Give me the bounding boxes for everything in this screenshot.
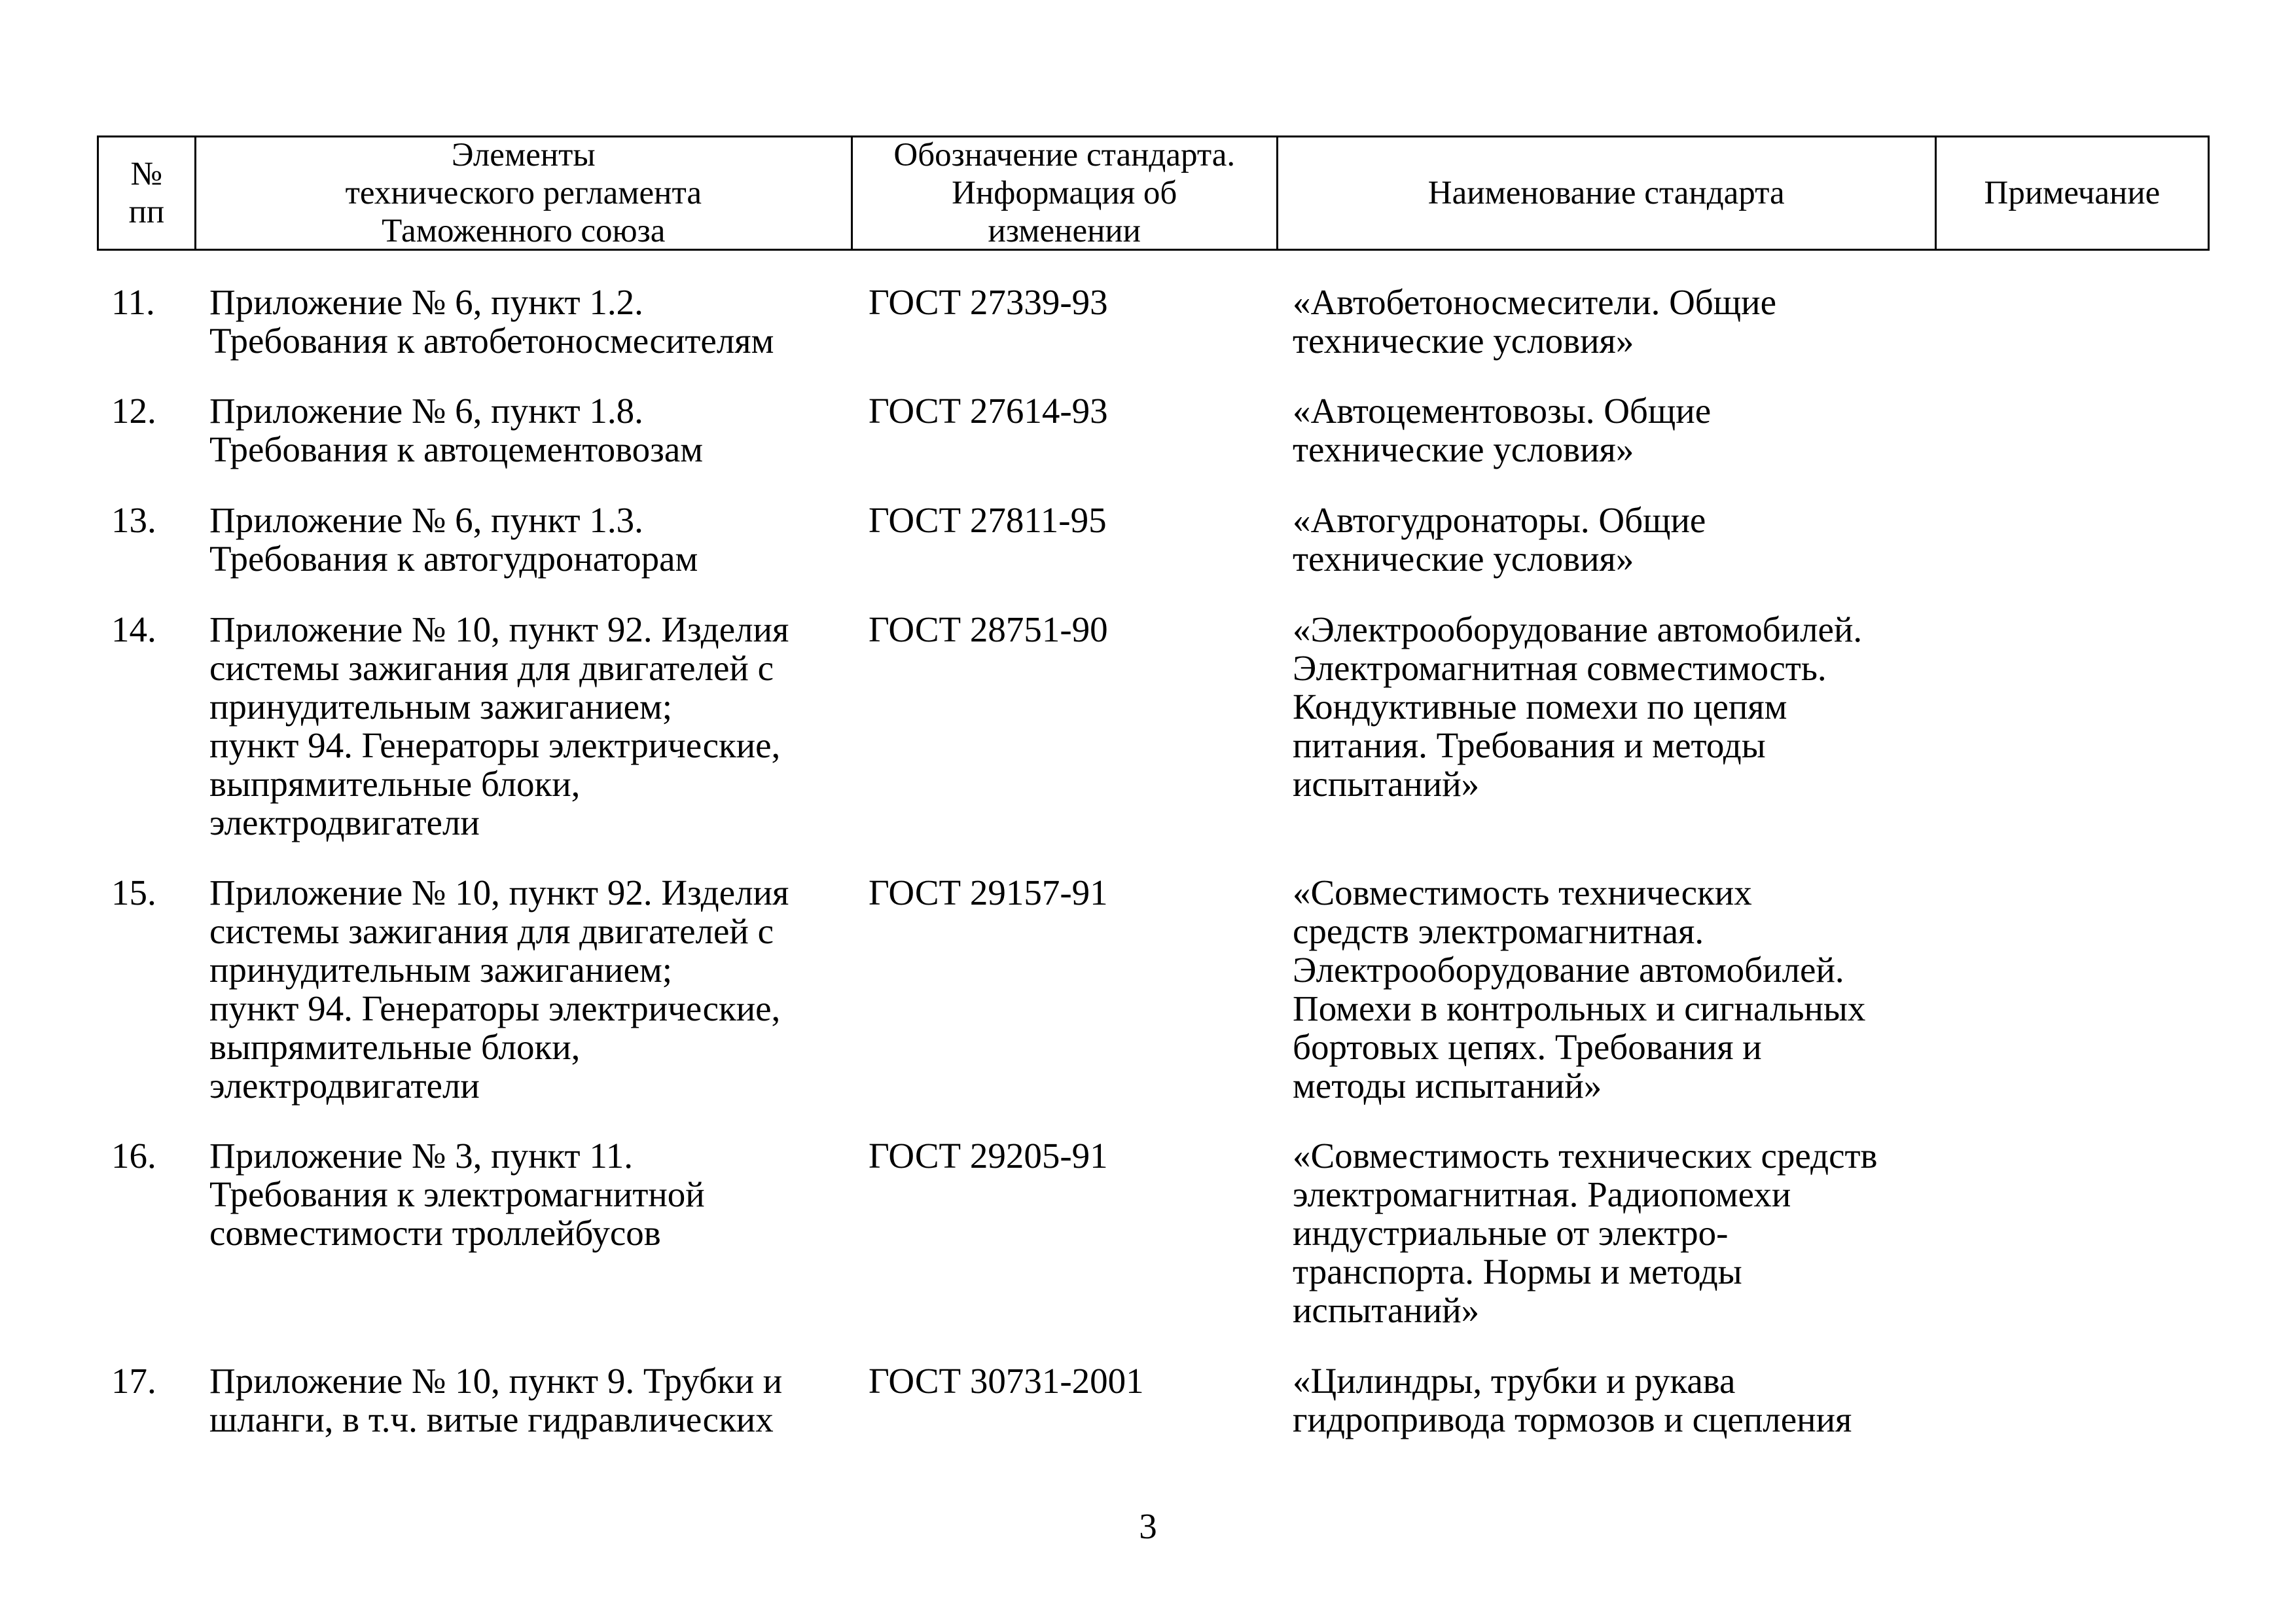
row-number: 14. [111, 609, 156, 649]
row-standard-name: «Электрооборудование автомобилей. Электромагнитная совместимость. Кондуктивные помехи по цепям питания. Требования и методы испытаний» [1293, 609, 1863, 804]
row-standard-name: «Автоцементовозы. Общие технические условия» [1293, 391, 1712, 469]
row-elements: Приложение № 6, пункт 1.8. Требования к автоцементовозам [209, 391, 704, 469]
row-designation: ГОСТ 27339-93 [869, 282, 1108, 322]
row-designation: ГОСТ 30731-2001 [869, 1361, 1144, 1401]
row-number: 16. [111, 1136, 156, 1176]
row-designation: ГОСТ 27811-95 [869, 500, 1107, 540]
row-standard-name: «Автогудронаторы. Общие технические условия» [1293, 500, 1706, 579]
row-elements: Приложение № 10, пункт 92. Изделия системы зажигания для двигателей с принудительным зажиганием; пункт 94. Генераторы электрические, выпрямительные блоки, электродвигатели [209, 609, 789, 842]
row-elements: Приложение № 6, пункт 1.2. Требования к автобетоносмесителям [209, 282, 774, 361]
header-standard-name: Наименование стандарта [1278, 137, 1937, 249]
row-elements: Приложение № 10, пункт 92. Изделия системы зажигания для двигателей с принудительным зажиганием; пункт 94. Генераторы электрические, выпрямительные блоки, электродвигатели [209, 873, 789, 1106]
row-number: 13. [111, 500, 156, 540]
table-header [97, 135, 2210, 251]
row-standard-name: «Совместимость технических средств электромагнитная. Электрооборудование автомобилей. Помехи в контрольных и сигнальных бортовых цепях. Требования и методы испытаний» [1293, 873, 1866, 1106]
header-elements: Элементы технического регламента Таможенного союза [196, 137, 853, 249]
row-number: 11. [111, 282, 155, 322]
row-designation: ГОСТ 29157-91 [869, 873, 1108, 912]
row-designation: ГОСТ 29205-91 [869, 1136, 1108, 1176]
row-elements: Приложение № 3, пункт 11. Требования к электромагнитной совместимости троллейбусов [209, 1136, 705, 1253]
row-standard-name: «Совместимость технических средств электромагнитная. Радиопомехи индустриальные от электро- транспорта. Нормы и методы испытаний» [1293, 1136, 1878, 1330]
row-designation: ГОСТ 27614-93 [869, 391, 1108, 431]
header-number: № пп [99, 137, 196, 249]
page-number: 3 [1139, 1506, 1157, 1546]
row-elements: Приложение № 10, пункт 9. Трубки и шланги, в т.ч. витые гидравлических [209, 1361, 783, 1439]
header-note: Примечание [1984, 175, 2161, 211]
row-standard-name: «Автобетоносмесители. Общие технические условия» [1293, 282, 1776, 361]
row-elements: Приложение № 6, пункт 1.3. Требования к автогудронаторам [209, 500, 698, 579]
row-number: 15. [111, 873, 156, 912]
row-number: 17. [111, 1361, 156, 1401]
header-designation: Обозначение стандарта. Информация об изменении [853, 137, 1278, 249]
row-designation: ГОСТ 28751-90 [869, 609, 1108, 649]
row-standard-name: «Цилиндры, трубки и рукава гидропривода тормозов и сцепления [1293, 1361, 1852, 1439]
row-number: 12. [111, 391, 156, 431]
